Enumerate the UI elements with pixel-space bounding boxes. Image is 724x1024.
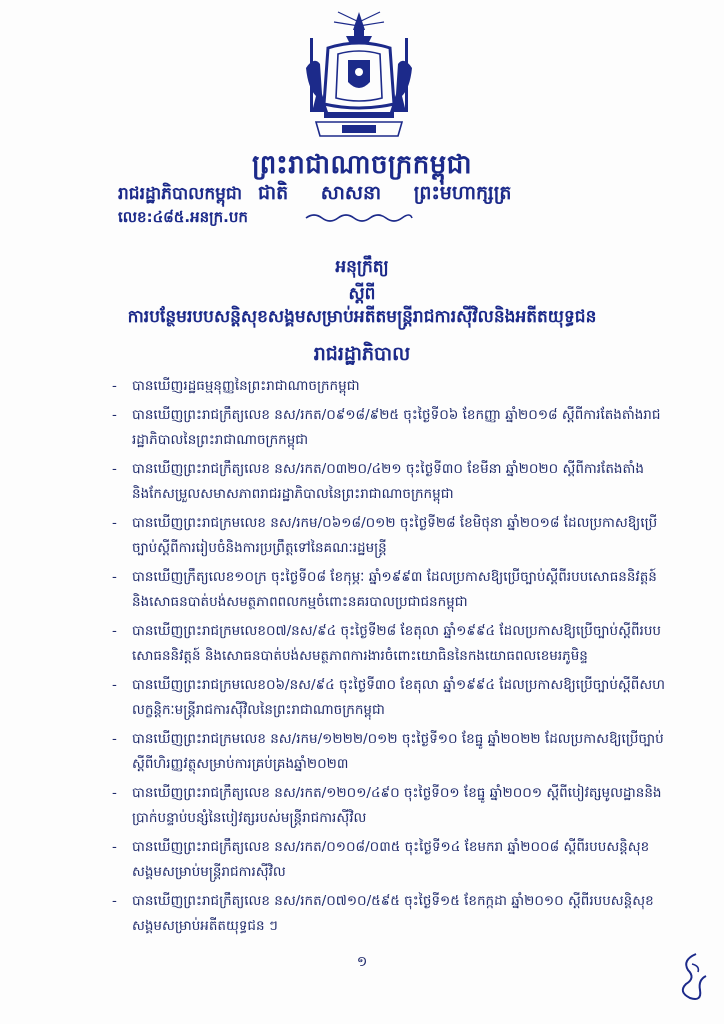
list-item: - បានឃើញព្រះរាជក្រឹត្យលេខ នស/រកត/០១០៨/០៣៥ ចុះថ្ងៃទី១៤ ខែមករា ឆ្នាំ២០០៨ ស្តីពីរបបសន្តិសុខសង្គមសម្រាប់មន្ត្រីរាជការស៊ីវិល: [112, 839, 650, 880]
page-number: ១: [356, 954, 368, 970]
list-item: - បានឃើញព្រះរាជក្រឹត្យលេខ នស/រកត/០៩១៨/៩២៥ ចុះថ្ងៃទី០៦ ខែកញ្ញា ឆ្នាំ២០១៨ ស្តីពីការតែងតាំងរាជរដ្ឋាភិបាលនៃព្រះរាជាណាចក្រកម្ពុជា: [112, 407, 661, 448]
government-name: រាជរដ្ឋាភិបាលកម្ពុជា: [118, 184, 243, 204]
list-item: - បានឃើញព្រះរាជក្រមលេខ០៦/នស/៩៤ ចុះថ្ងៃទី៣០ ខែតុលា ឆ្នាំ១៩៩៤ ដែលប្រកាសឱ្យប្រើច្បាប់ស្តីពីសហលក្ខន្តិកៈមន្ត្រីរាជការស៊ីវិលនៃព្រះរាជាណាចក្រកម្ពុជា: [112, 677, 666, 718]
list-item: - បានឃើញក្រឹត្យលេខ១០ក្រ ចុះថ្ងៃទី០៨ ខែកុម្ភៈ ឆ្នាំ១៩៩៣ ដែលប្រកាសឱ្យប្រើច្បាប់ស្តីពីរបបសោធននិវត្តន៍និងសោធនបាត់បង់សមត្ថភាពពលកម្មចំពោះនគរបាលប្រជាជនកម្ពុជា: [112, 569, 657, 610]
national-motto: [258, 181, 537, 209]
document-about-label: ស្តីពី: [348, 284, 376, 304]
list-item: - បានឃើញព្រះរាជក្រមលេខ នស/រកម/០៦១៨/០១២ ចុះថ្ងៃទី២៨ ខែមិថុនា ឆ្នាំ២០១៨ ដែលប្រកាសឱ្យប្រើច្បាប់ស្តីពីការរៀបចំនិងការប្រព្រឹត្តទៅនៃគណៈរដ្ឋមន្ត្រី: [112, 515, 658, 556]
motto-nation: ជាតិ: [258, 182, 289, 204]
ornament-swirl-icon: [304, 212, 414, 224]
motto-king: ព្រះមហាក្សត្រ: [413, 182, 512, 204]
kingdom-title: ព្រះរាជាណាចក្រកម្ពុជា: [252, 150, 472, 180]
royal-coat-of-arms-emblem: [298, 8, 420, 146]
list-item: - បានឃើញព្រះរាជក្រឹត្យលេខ នស/រកត/០៣២០/៤២១ ចុះថ្ងៃទី៣០ ខែមីនា ឆ្នាំ២០២០ ស្តីពីការតែងតាំងនិងកែសម្រួលសមាសភាពរាជរដ្ឋាភិបាលនៃព្រះរាជាណាចក្រកម្ពុជា: [112, 461, 644, 502]
reference-number: លេខ:៤៨៥.អនក្រ.បក: [118, 208, 248, 226]
list-item: - បានឃើញព្រះរាជក្រឹត្យលេខ នស/រកត/១២០១/៤៩០ ចុះថ្ងៃទី០១ ខែធ្នូ ឆ្នាំ២០០១ ស្តីពីបៀវត្សមូលដ្ឋាននិងប្រាក់បន្ទាប់បន្សំនៃបៀវត្សរបស់មន្ត្រីរាជការស៊ីវិល: [112, 785, 662, 826]
issuing-authority: រាជរដ្ឋាភិបាល: [313, 343, 411, 365]
list-item: - បានឃើញព្រះរាជក្រឹត្យលេខ នស/រកត/០៧១០/៥៩៥ ចុះថ្ងៃទី១៥ ខែកក្កដា ឆ្នាំ២០១០ ស្តីពីរបបសន្តិសុខសង្គមសម្រាប់អតីតយុទ្ធជន ៗ: [112, 893, 654, 934]
decorative-divider: [304, 212, 414, 228]
document-subject: ការបន្ថែមរបបសន្តិសុខសង្គមសម្រាប់អតីតមន្ត្រីរាជការស៊ីវិលនិងអតីតយុទ្ធជន: [127, 307, 597, 327]
considerations-list: [112, 374, 672, 943]
list-item: - បានឃើញរដ្ឋធម្មនុញ្ញនៃព្រះរាជាណាចក្រកម្ពុជា: [112, 378, 360, 394]
list-item: - បានឃើញព្រះរាជក្រមលេខ នស/រកម/១២២២/០១២ ចុះថ្ងៃទី១០ ខែធ្នូ ឆ្នាំ២០២២ ដែលប្រកាសឱ្យប្រើច្បាប់ស្តីពីហិរញ្ញវត្ថុសម្រាប់ការគ្រប់គ្រងឆ្នាំ២០២៣: [112, 731, 664, 772]
handwritten-initial-signature: [676, 950, 710, 1004]
document-type: អនុក្រឹត្យ: [335, 257, 389, 277]
list-item: - បានឃើញព្រះរាជក្រមលេខ០៧/នស/៩៤ ចុះថ្ងៃទី២៨ ខែតុលា ឆ្នាំ១៩៩៤ ដែលប្រកាសឱ្យប្រើច្បាប់ស្តីពីរបបសោធននិវត្តន៍ និងសោធនបាត់បង់សមត្ថភាពការងារចំពោះយោធិននៃកងយោធពលខេមរភូមិន្ទ: [112, 623, 661, 664]
motto-religion: សាសនា: [320, 182, 382, 204]
